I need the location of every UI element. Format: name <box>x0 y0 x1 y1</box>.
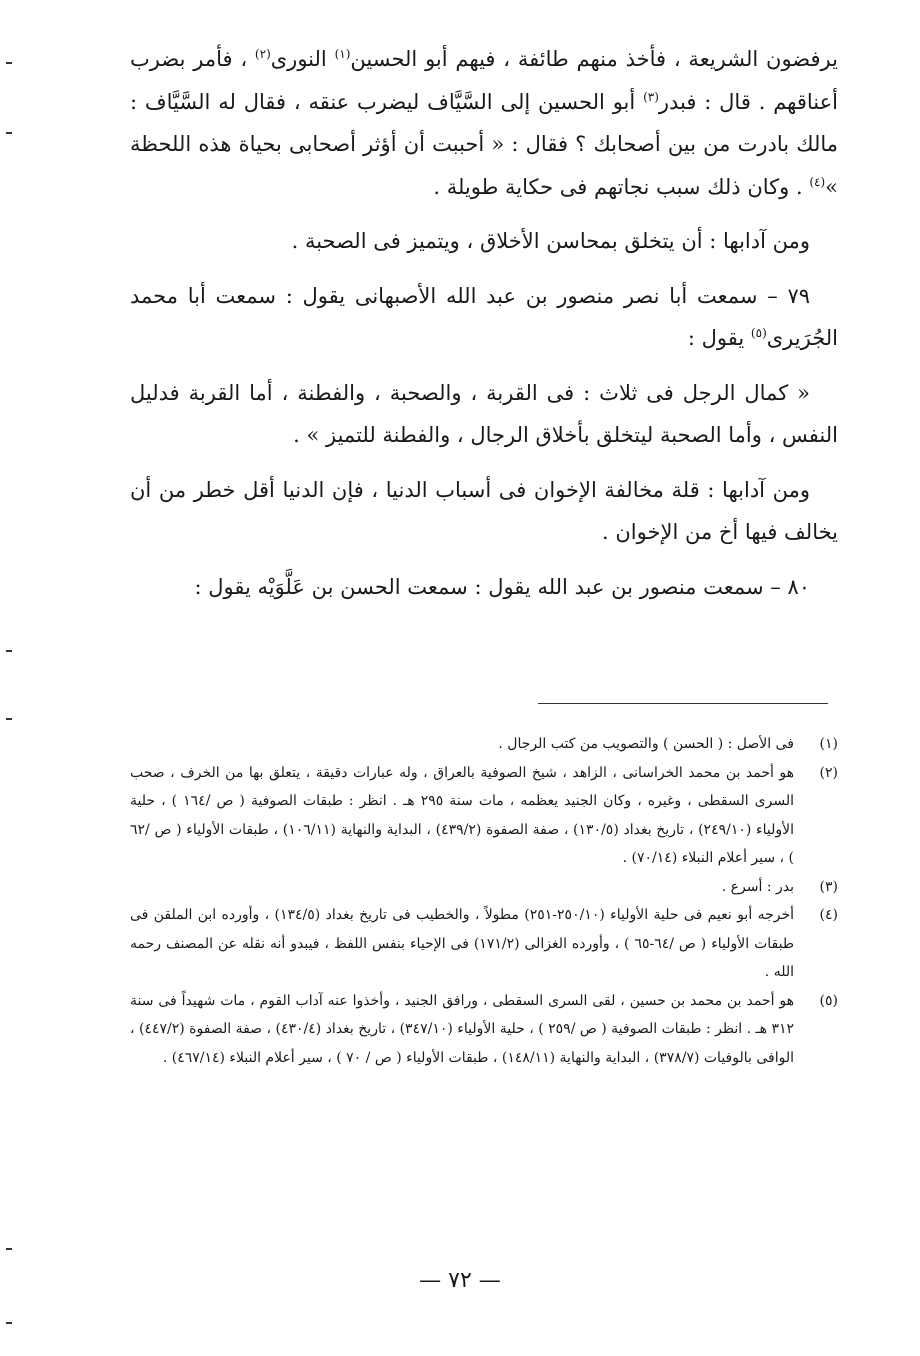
scan-margin-mark <box>6 62 12 64</box>
footnote-number: (٢) <box>819 764 838 781</box>
paragraph <box>130 469 838 554</box>
footnote-text: هو أحمد بن محمد الخراسانى ، الزاهد ، شيخ الصوفية بالعراق ، وله عبارات دقيقة ، يتعلق بها من الخرف ، صحب السرى السقطى ، وغيره ، وكان الجنيد يعظمه ، مات سنة ٢٩٥ هـ . انظر : طبقات الصوفية ( ص /١٦٤ ) ، حلية الأولياء (٢٤٩/١٠) ، تاريخ بغداد (١٣٠/٥) ، صفة الصفوة (٤٣٩/٢) ، البداية والنهاية (١٠٦/١١) ، طبقات الأولياء ( ص /٦٢ ) ، سير أعلام النبلاء (٧٠/١٤) . <box>130 764 795 866</box>
footnote-text: فى الأصل : ( الحسن ) والتصويب من كتب الرجال . <box>498 736 794 752</box>
paragraph-text: أبو الحسين إلى السَّيَّاف ليضرب عنقه ، فقال له السَّيَّاف : مالك بادرت من بين أصحابك ؟ فقال : « أحببت أن أؤثر أصحابى بحياة هذه اللحظة » <box>130 89 838 199</box>
paragraph <box>130 275 838 360</box>
paragraph-text: ومن آدابها : أن يتخلق بمحاسن الأخلاق ، ويتميز فى الصحبة . <box>291 229 810 253</box>
paragraph-text: النورى <box>270 47 335 71</box>
footnote <box>130 873 838 902</box>
footnote-text: بدر : أسرع . <box>721 878 794 895</box>
footnote-separator <box>538 703 828 704</box>
paragraph <box>130 38 838 208</box>
footnote <box>130 901 838 987</box>
footnote-marker: (٢) <box>254 47 271 61</box>
main-text <box>130 38 838 620</box>
paragraph-text: ، فأمر بضرب أعناقهم . قال : فبدر <box>130 47 838 114</box>
paragraph-text: « كمال الرجل فى ثلاث : فى القربة ، والصحبة ، والفطنة ، أما القربة فدليل النفس ، وأما الصحبة ليتخلق بأخلاق الرجال ، والفطنة للتميز » . <box>130 380 838 447</box>
footnote-number: (٤) <box>819 907 838 923</box>
footnote-text: هو أحمد بن محمد بن حسين ، لقى السرى السقطى ، ورافق الجنيد ، وأخذوا عنه آداب القوم ، مات شهيداً فى سنة ٣١٢ هـ . انظر : طبقات الصوفية ( ص /٢٥٩ ) ، حلية الأولياء (٣٤٧/١٠) ، تاريخ بغداد (٤٣٠/٤) ، صفة الصفوة (٤٤٧/٢) ، الوافى بالوفيات (٣٧٨/٧) ، البداية والنهاية (١٤٨/١١) ، طبقات الأولياء ( ص / ٧٠ ) ، سير أعلام النبلاء (٤٦٧/١٤) . <box>130 992 795 1066</box>
scan-margin-mark <box>6 1322 12 1324</box>
footnote-number: (٥) <box>819 992 838 1009</box>
paragraph-text: . وكان ذلك سبب نجاتهم فى حكاية طويلة . <box>433 174 810 199</box>
footnote-marker: (٣) <box>643 89 659 104</box>
footnote-marker: (٥) <box>750 326 767 340</box>
paragraph-text: ٧٩ – سمعت أبا نصر منصور بن عبد الله الأصبهانى يقول : سمعت أبا محمد الجُرَيرى <box>130 283 838 350</box>
footnotes <box>130 730 838 1072</box>
paragraph-text: ومن آدابها : قلة مخالفة الإخوان فى أسباب الدنيا ، فإن الدنيا أقل خطر من أن يخالف فيها أخ من الإخوان . <box>130 477 838 544</box>
footnote-number: (١) <box>819 736 838 752</box>
scan-margin-mark <box>6 1248 12 1250</box>
footnote <box>130 987 838 1073</box>
paragraph-text: يقول : <box>687 326 751 350</box>
paragraph-text: ٨٠ – سمعت منصور بن عبد الله يقول : سمعت الحسن بن عَلَّوَيْه يقول : <box>194 574 810 599</box>
scan-margin-mark <box>6 132 12 134</box>
paragraph <box>130 220 838 263</box>
paragraph <box>130 372 838 457</box>
footnote <box>130 730 838 759</box>
scan-margin-mark <box>6 650 12 652</box>
paragraph <box>130 566 838 609</box>
paragraph-text: يرفضون الشريعة ، فأخذ منهم طائفة ، فيهم أبو الحسين <box>350 47 838 71</box>
scan-margin-mark <box>6 718 12 720</box>
footnote-text: أخرجه أبو نعيم فى حلية الأولياء (٢٥٠/١٠-٢٥١) مطولاً ، والخطيب فى تاريخ بغداد (١٣٤/٥) ، وأورده ابن الملقن فى طبقات الأولياء ( ص /٦٤-٦٥ ) ، وأورده الغزالى (١٧١/٢) فى الإحياء بنفس اللفظ ، فيبدو أنه نقله عن المصنف رحمه الله . <box>130 907 795 980</box>
footnote <box>130 759 838 873</box>
footnote-number: (٣) <box>819 878 838 895</box>
footnote-marker: (٤) <box>809 174 826 189</box>
page-number: — ٧٢ — <box>419 1268 501 1293</box>
footnote-marker: (١) <box>334 47 351 61</box>
